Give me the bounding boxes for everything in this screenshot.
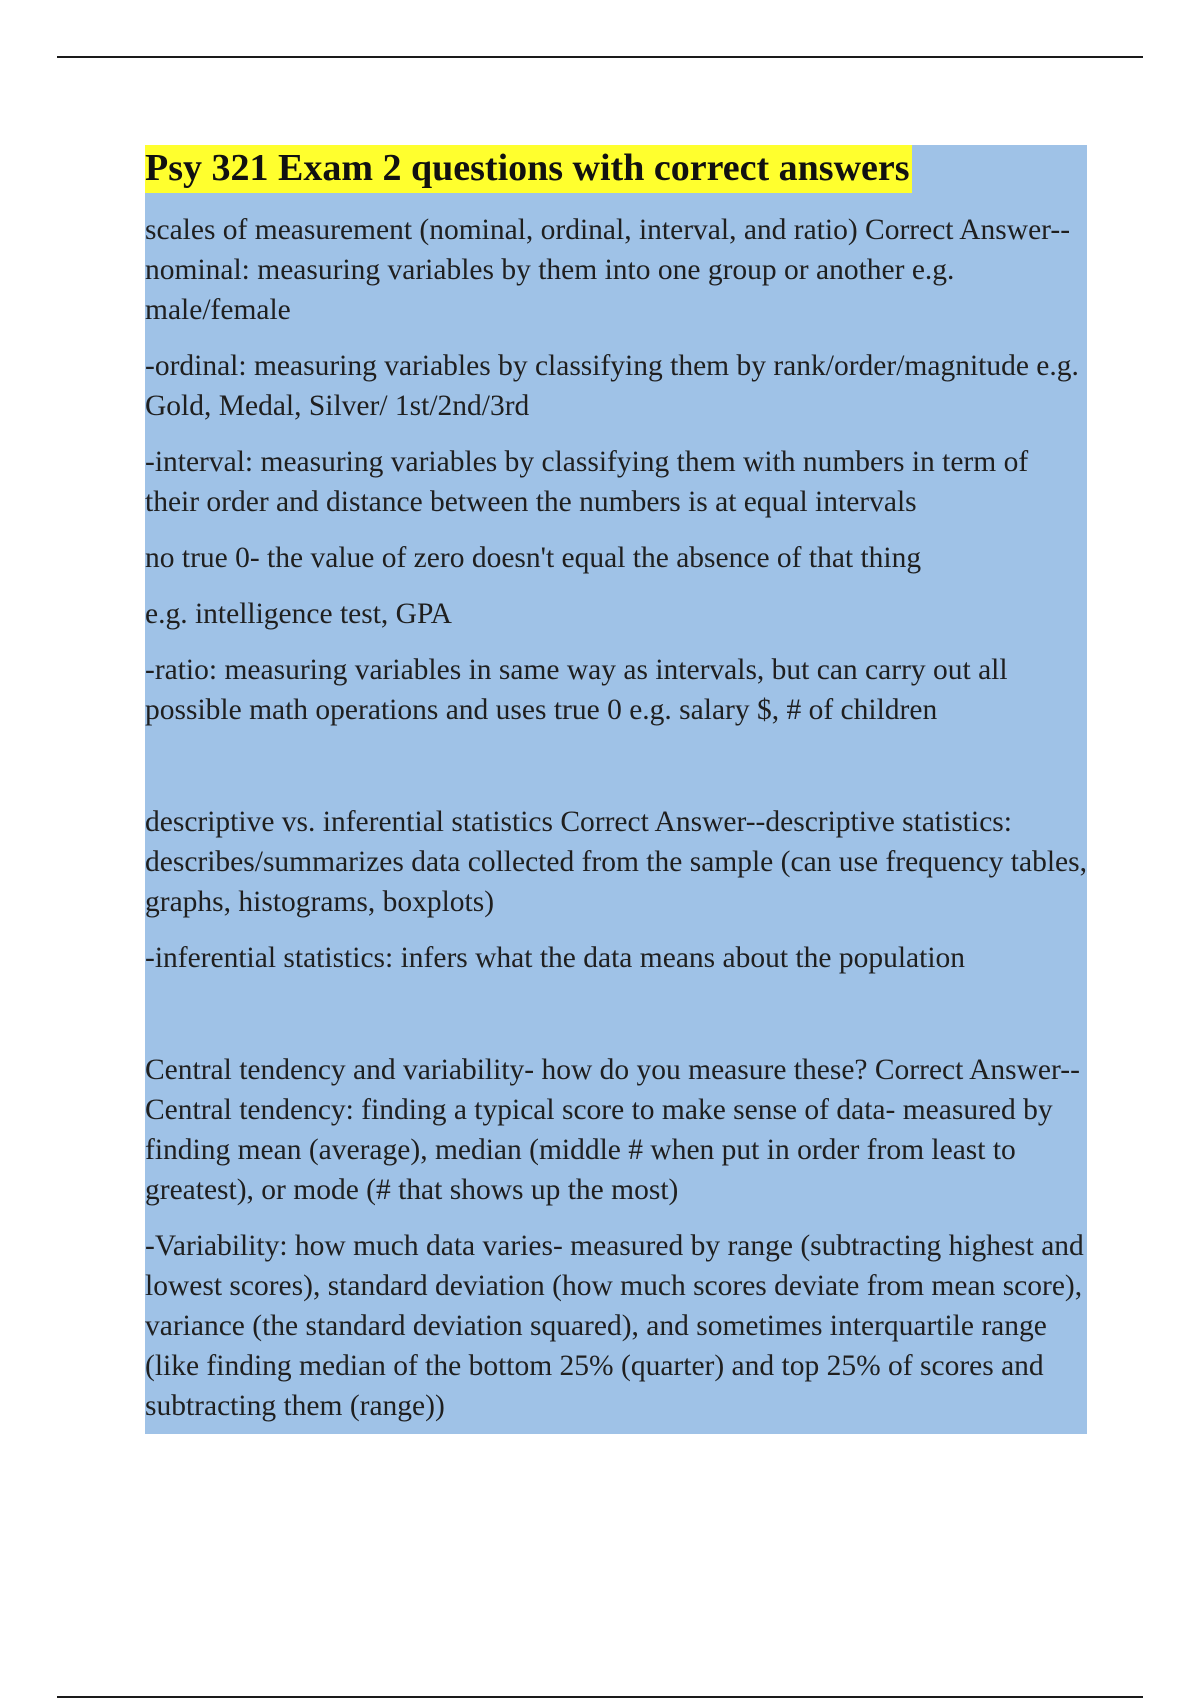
question-1-paragraph-2: -ordinal: measuring variables by classifying them by rank/order/magnitude e.g. Gold, Medal, Silver/ 1st/2nd/3rd [145, 350, 1079, 422]
question-1-paragraph-4: no true 0- the value of zero doesn't equal the absence of that thing [145, 542, 922, 574]
footer-rule [57, 1696, 1143, 1698]
question-2-paragraph-2: -inferential statistics: infers what the data means about the population [145, 942, 966, 974]
document-title: Psy 321 Exam 2 questions with correct answers [145, 145, 912, 193]
question-2-paragraph-1: descriptive vs. inferential statistics Correct Answer--descriptive statistics: describes/summarizes data collected from the sample (can use frequency tables, graphs, histograms, boxplots) [145, 806, 1087, 918]
document-body [145, 145, 1087, 1434]
question-1-paragraph-6: -ratio: measuring variables in same way as intervals, but can carry out all possible math operations and uses true 0 e.g. salary $, # of children [145, 654, 1008, 726]
question-spacer [145, 730, 1087, 802]
question-spacer [145, 978, 1087, 1050]
question-3-paragraph-2: -Variability: how much data varies- measured by range (subtracting highest and lowest scores), standard deviation (how much scores deviate from mean score), variance (the standard deviation squared), and sometimes interquartile range (like finding median of the bottom 25% (quarter) and top 25% of scores and subtracting them (range)) [145, 1230, 1084, 1422]
question-1-paragraph-5: e.g. intelligence test, GPA [145, 598, 452, 630]
question-1-paragraph-3: -interval: measuring variables by classifying them with numbers in term of their order and distance between the numbers is at equal intervals [145, 446, 1029, 518]
question-3-paragraph-1: Central tendency and variability- how do you measure these? Correct Answer--Central tendency: finding a typical score to make sense of data- measured by finding mean (average), median (middle # when put in order from least to greatest), or mode (# that shows up the most) [145, 1054, 1080, 1206]
header-rule [57, 56, 1143, 58]
question-1-paragraph-1: scales of measurement (nominal, ordinal, interval, and ratio) Correct Answer--nominal: measuring variables by them into one group or another e.g. male/female [145, 214, 1071, 326]
